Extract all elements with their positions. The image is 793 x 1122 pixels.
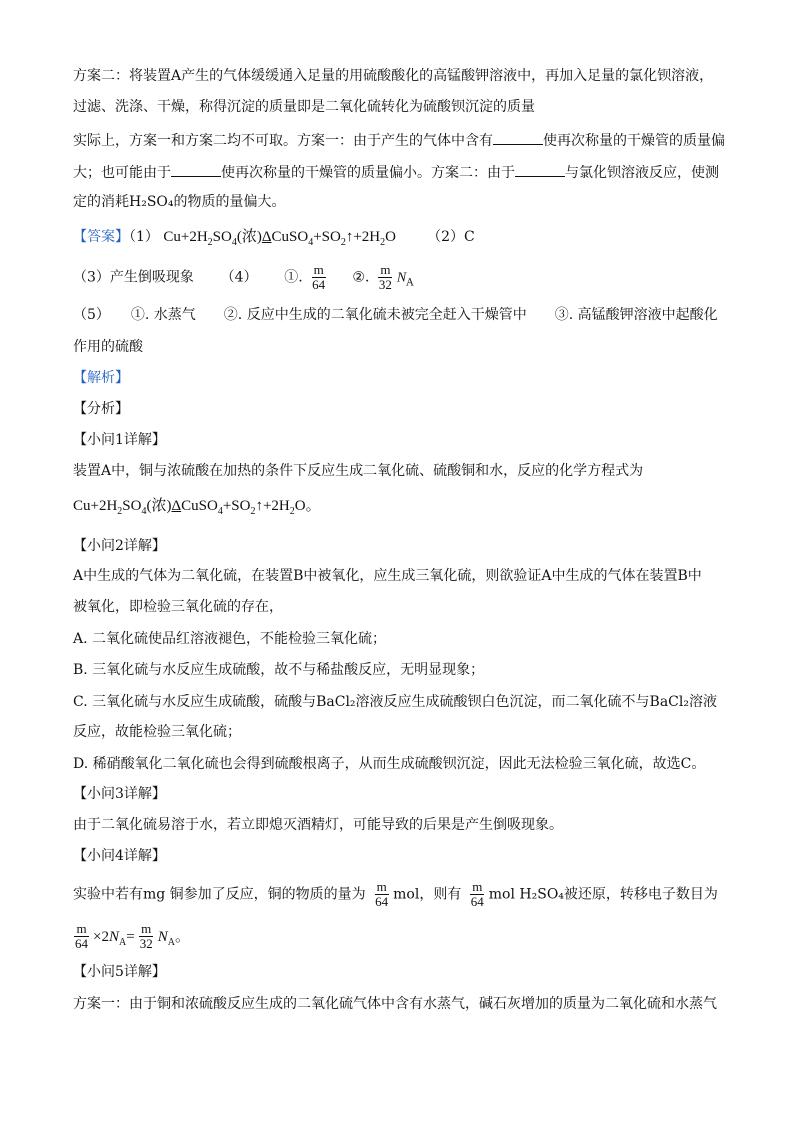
text-line: C. 三氧化硫与水反应生成硫酸，硫酸与BaCl₂溶液反应生成硫酸钡白色沉淀，而二氧化硫不与BaCl₂溶液 (73, 694, 717, 710)
fraction: $\frac{m}{64}$ (375, 879, 389, 909)
section-heading: 【分析】 (73, 401, 129, 417)
text-line: B. 三氧化硫与水反应生成硫酸，故不与稀盐酸反应，无明显现象； (73, 662, 485, 678)
section-heading: 【小问2详解】 (73, 538, 166, 554)
text-line: 反应，故能检验三氧化硫； (73, 724, 241, 740)
text-line: 实验中若有mg 铜参加了反应，铜的物质的量为 $\frac{m}{64}$ mol，则有 $\frac{m}{64}$ mol H₂SO₄被还原，转移电子数目为 (73, 879, 718, 909)
text-line: 装置A中，铜与浓硫酸在加热的条件下反应生成二氧化硫、硫酸铜和水，反应的化学方程式为 (73, 463, 644, 479)
text-line: 方案二：将装置A产生的气体缓缓通入足量的用硫酸酸化的高锰酸钾溶液中，再加入足量的氯化钡溶液， (73, 68, 714, 84)
text-line: 实际上，方案一和方案二均不可取。方案一：由于产生的气体中含有 使再次称量的干燥管的质量偏 (73, 130, 725, 151)
fraction: $\frac{m}{64}$ (470, 879, 484, 909)
text-line: 被氧化，即检验三氧化硫的存在， (73, 599, 283, 615)
equation: $Cu+2H_2SO_4$(浓)$\Delta CuSO_4+SO_2↑+2H_2O$。 (73, 498, 321, 517)
text-line: （5） ①. 水蒸气 ②. 反应中生成的二氧化硫未被完全赶入干燥管中 ③. 高锰酸钾溶液中起酸化 (73, 307, 718, 323)
text-line: 定的消耗H₂SO₄的物质的量偏大。 (73, 194, 286, 210)
text-line: 方案一：由于铜和浓硫酸反应生成的二氧化硫气体中含有水蒸气，碱石灰增加的质量为二氧化硫和水蒸气 (73, 996, 717, 1012)
text-line: A. 二氧化硫使品红溶液褪色，不能检验三氧化硫； (73, 631, 387, 647)
answer-line-1: 【答案】（1） $Cu+2H_2SO_4$(浓)$\Delta CuSO_4+SO_2↑+2H_2O$ （2）C (73, 229, 475, 248)
text-line: D. 稀硝酸氧化二氧化硫也会得到硫酸根离子，从而生成硫酸钡沉淀，因此无法检验三氧化硫，故选C。 (73, 756, 706, 772)
text-line: 由于二氧化硫易溶于水，若立即熄灭酒精灯，可能导致的后果是产生倒吸现象。 (73, 817, 563, 833)
fraction: $\frac{m}{64}$ (75, 921, 88, 951)
fraction: $\frac{m}{64}$ (312, 262, 326, 292)
fraction: $\frac{m}{32}$ (378, 262, 392, 292)
fraction: $\frac{m}{32}$ (139, 921, 153, 951)
text-line: 大；也可能由于 使再次称量的干燥管的质量偏小。方案二：由于 与氯化钡溶液反应，使测 (73, 162, 719, 183)
equation: $\frac{m}{64}$ $\times 2N_A=$ $\frac{m}{32}$ $N_A$。 (75, 921, 190, 951)
section-heading: 【小问1详解】 (73, 432, 166, 448)
section-heading: 【小问3详解】 (73, 786, 166, 802)
text-line: A中生成的气体为二氧化硫，在装置B中被氧化，应生成三氧化硫，则欲验证A中生成的气体在装置B中 (73, 568, 702, 584)
analysis-tag: 【解析】 (73, 370, 129, 386)
section-heading: 【小问4详解】 (73, 848, 166, 864)
text-line: 过滤、洗涤、干燥，称得沉淀的质量即是二氧化硫转化为硫酸钡沉淀的质量 (73, 99, 535, 115)
text-line: 作用的硫酸 (73, 339, 143, 355)
section-heading: 【小问5详解】 (73, 964, 166, 980)
answer-line-2: （3）产生倒吸现象 （4） ①. $\frac{m}{64}$ ②. $\frac{m}{32}$ $N_A$ (73, 262, 414, 292)
answer-tag: 【答案】 (73, 229, 129, 245)
